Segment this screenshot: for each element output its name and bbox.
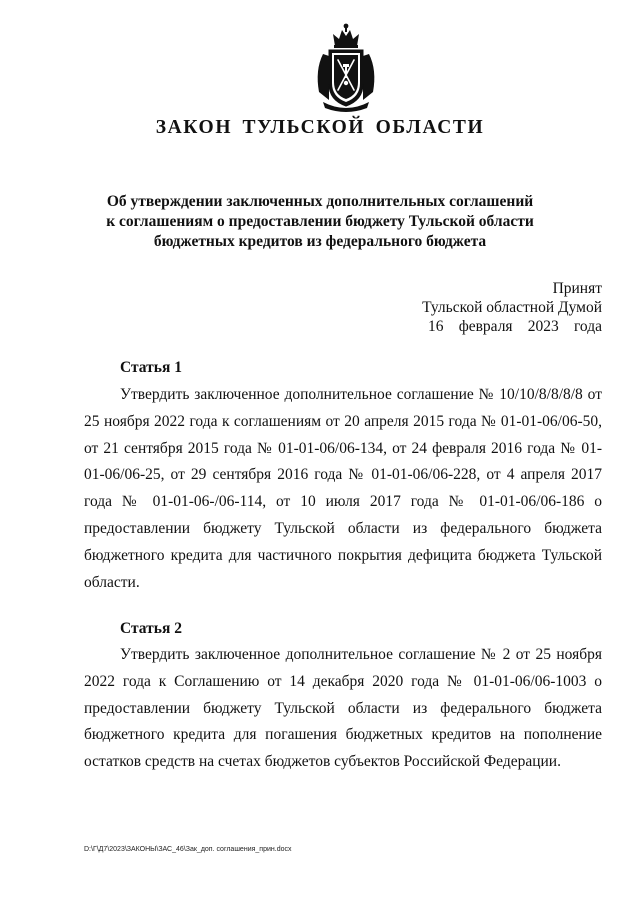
article-1-title: Статья 1 <box>120 359 182 376</box>
law-subject-line: бюджетных кредитов из федерального бюджета <box>153 233 487 250</box>
adoption-day: 16 <box>428 318 444 335</box>
adoption-month: февраля <box>458 318 513 335</box>
law-title: ЗАКОН ТУЛЬСКОЙ ОБЛАСТИ <box>155 117 485 138</box>
article-2-text: Утвердить заключенное дополнительное соглашение № 2 от 25 ноября 2022 года к Соглашению от 14 декабря 2020 года № 01-01-06/06-1003 о предоставлении бюджету Тульской области из федерального бюджета бюджетного кредита для погашения бюджетных кредитов на пополнение остатков средств на счетах бюджетов субъектов Российской Федерации. <box>84 646 602 771</box>
adoption-date <box>428 317 602 336</box>
law-subject-line: Об утверждении заключенных дополнительных соглашений <box>106 193 534 210</box>
footer-file-path: D:\Г\Д7\2023\ЗАКОНЫ\ЗАС_46\Зак_доп. соглашения_прин.docx <box>84 846 292 853</box>
adoption-block <box>422 279 602 336</box>
coat-of-arms-emblem <box>309 20 383 112</box>
law-subject <box>60 192 580 252</box>
article-1-text: Утвердить заключенное дополнительное соглашение № 10/10/8/8/8/8 от 25 ноября 2022 года к соглашениям от 20 апреля 2015 года № 01-01-06/06-50, от 21 сентября 2015 года № 01-01-06/06-134, от 24 февраля 2016 года № 01-01-06/06-25, от 29 сентября 2016 года № 01-01-06/06-228, от 4 апреля 2017 года № 01-01-06-/06-114, от 10 июля 2017 года № 01-01-06/06-186 о предоставлении бюджету Тульской области из федерального бюджета бюджетного кредита для частичного покрытия дефицита бюджета Тульской области. <box>84 386 602 591</box>
article-2-title: Статья 2 <box>120 620 182 637</box>
law-subject-line: к соглашениям о предоставлении бюджету Тульской области <box>106 213 534 230</box>
adoption-body: Тульской областной Думой <box>422 299 602 316</box>
adoption-label: Принят <box>552 280 602 297</box>
adoption-year-suffix: года <box>573 318 602 335</box>
adoption-year: 2023 <box>527 318 559 335</box>
